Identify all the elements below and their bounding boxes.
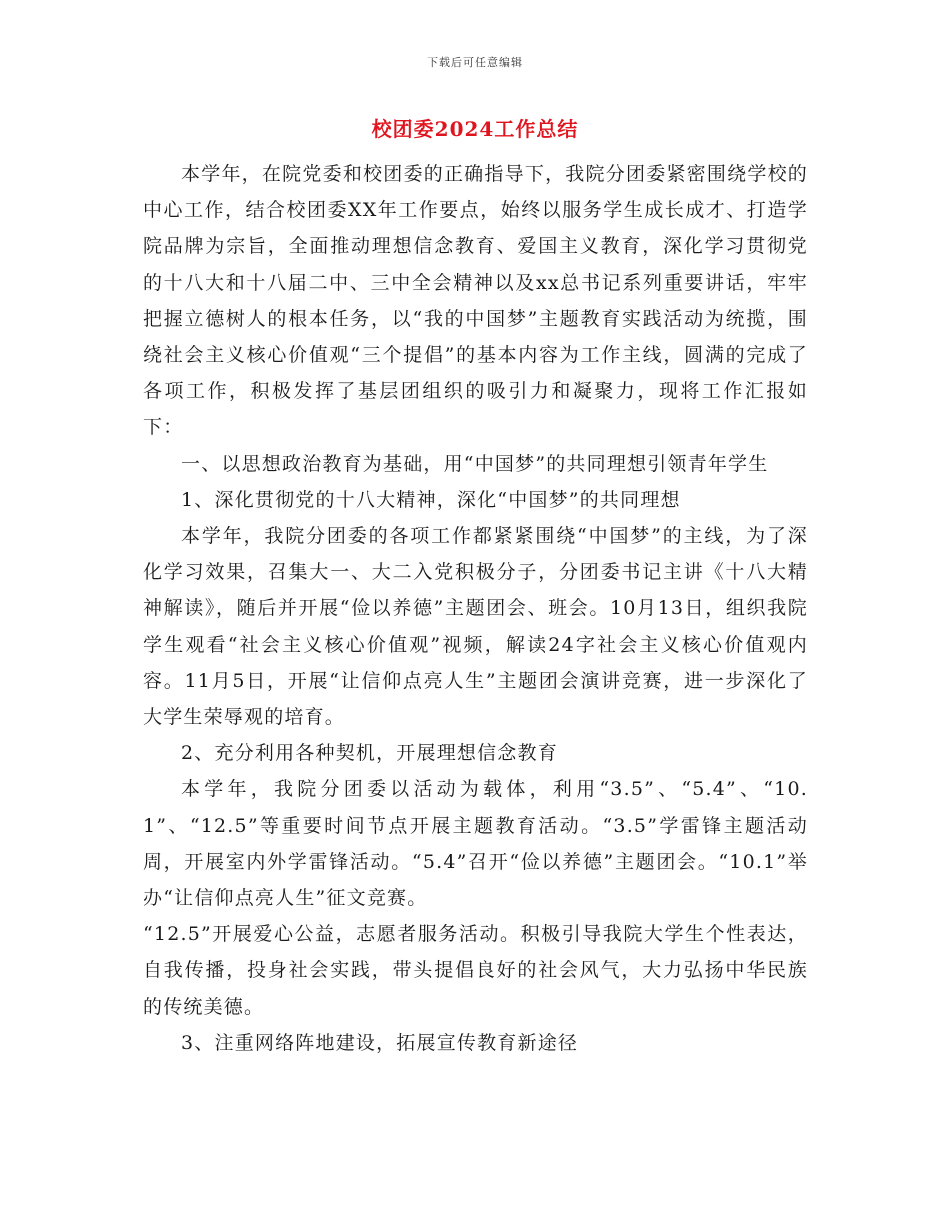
paragraph-2-continued: “12.5”开展爱心公益，志愿者服务活动。积极引导我院大学生个性表达，自我传播，投身社会实践，带头提倡良好的社会风气，大力弘扬中华民族的传统美德。 <box>143 923 808 1018</box>
paragraph-1: 本学年，我院分团委的各项工作都紧紧围绕“中国梦”的主线，为了深化学习效果，召集大一、大二入党积极分子，分团委书记主讲《十八大精神解读》，随后并开展“俭以养德”主题团会、班会。10月13日，组织我院学生观看“社会主义核心价值观”视频，解读24字社会主义核心价值观内容。11月5日，开展“让信仰点亮人生”主题团会演讲竞赛，进一步深化了大学生荣辱观的培育。 <box>143 525 808 729</box>
download-note: 下载后可任意编辑 <box>427 56 523 69</box>
subsection-heading-3: 3、注重网络阵地建设，拓展宣传教育新途径 <box>181 1031 579 1054</box>
section-heading-1: 一、以思想政治教育为基础，用“中国梦”的共同理想引领青年学生 <box>181 452 769 475</box>
paragraph-intro: 本学年，在院党委和校团委的正确指导下，我院分团委紧密围绕学校的中心工作，结合校团委XX年工作要点，始终以服务学生成长成才、打造学院品牌为宗旨，全面推动理想信念教育、爱国主义教育，深化学习贯彻党的十八大和十八届二中、三中全会精神以及xx总书记系列重要讲话，牢牢把握立德树人的根本任务，以“我的中国梦”主题教育实践活动为统揽，围绕社会主义核心价值观“三个提倡”的基本内容为工作主线，圆满的完成了各项工作，积极发挥了基层团组织的吸引力和凝聚力，现将工作汇报如下： <box>143 163 808 439</box>
subsection-heading-1: 1、深化贯彻党的十八大精神，深化“中国梦”的共同理想 <box>181 488 681 511</box>
document-body <box>143 156 808 1061</box>
subsection-heading-2: 2、充分利用各种契机，开展理想信念教育 <box>181 742 558 765</box>
document-title: 校团委2024工作总结 <box>371 117 579 141</box>
paragraph-2: 本学年，我院分团委以活动为载体，利用“3.5”、“5.4”、“10.1”、“12.5”等重要时间节点开展主题教育活动。“3.5”学雷锋主题活动周，开展室内外学雷锋活动。“5.4”召开“俭以养德”主题团会。“10.1”举办“让信仰点亮人生”征文竞赛。 <box>143 778 808 910</box>
